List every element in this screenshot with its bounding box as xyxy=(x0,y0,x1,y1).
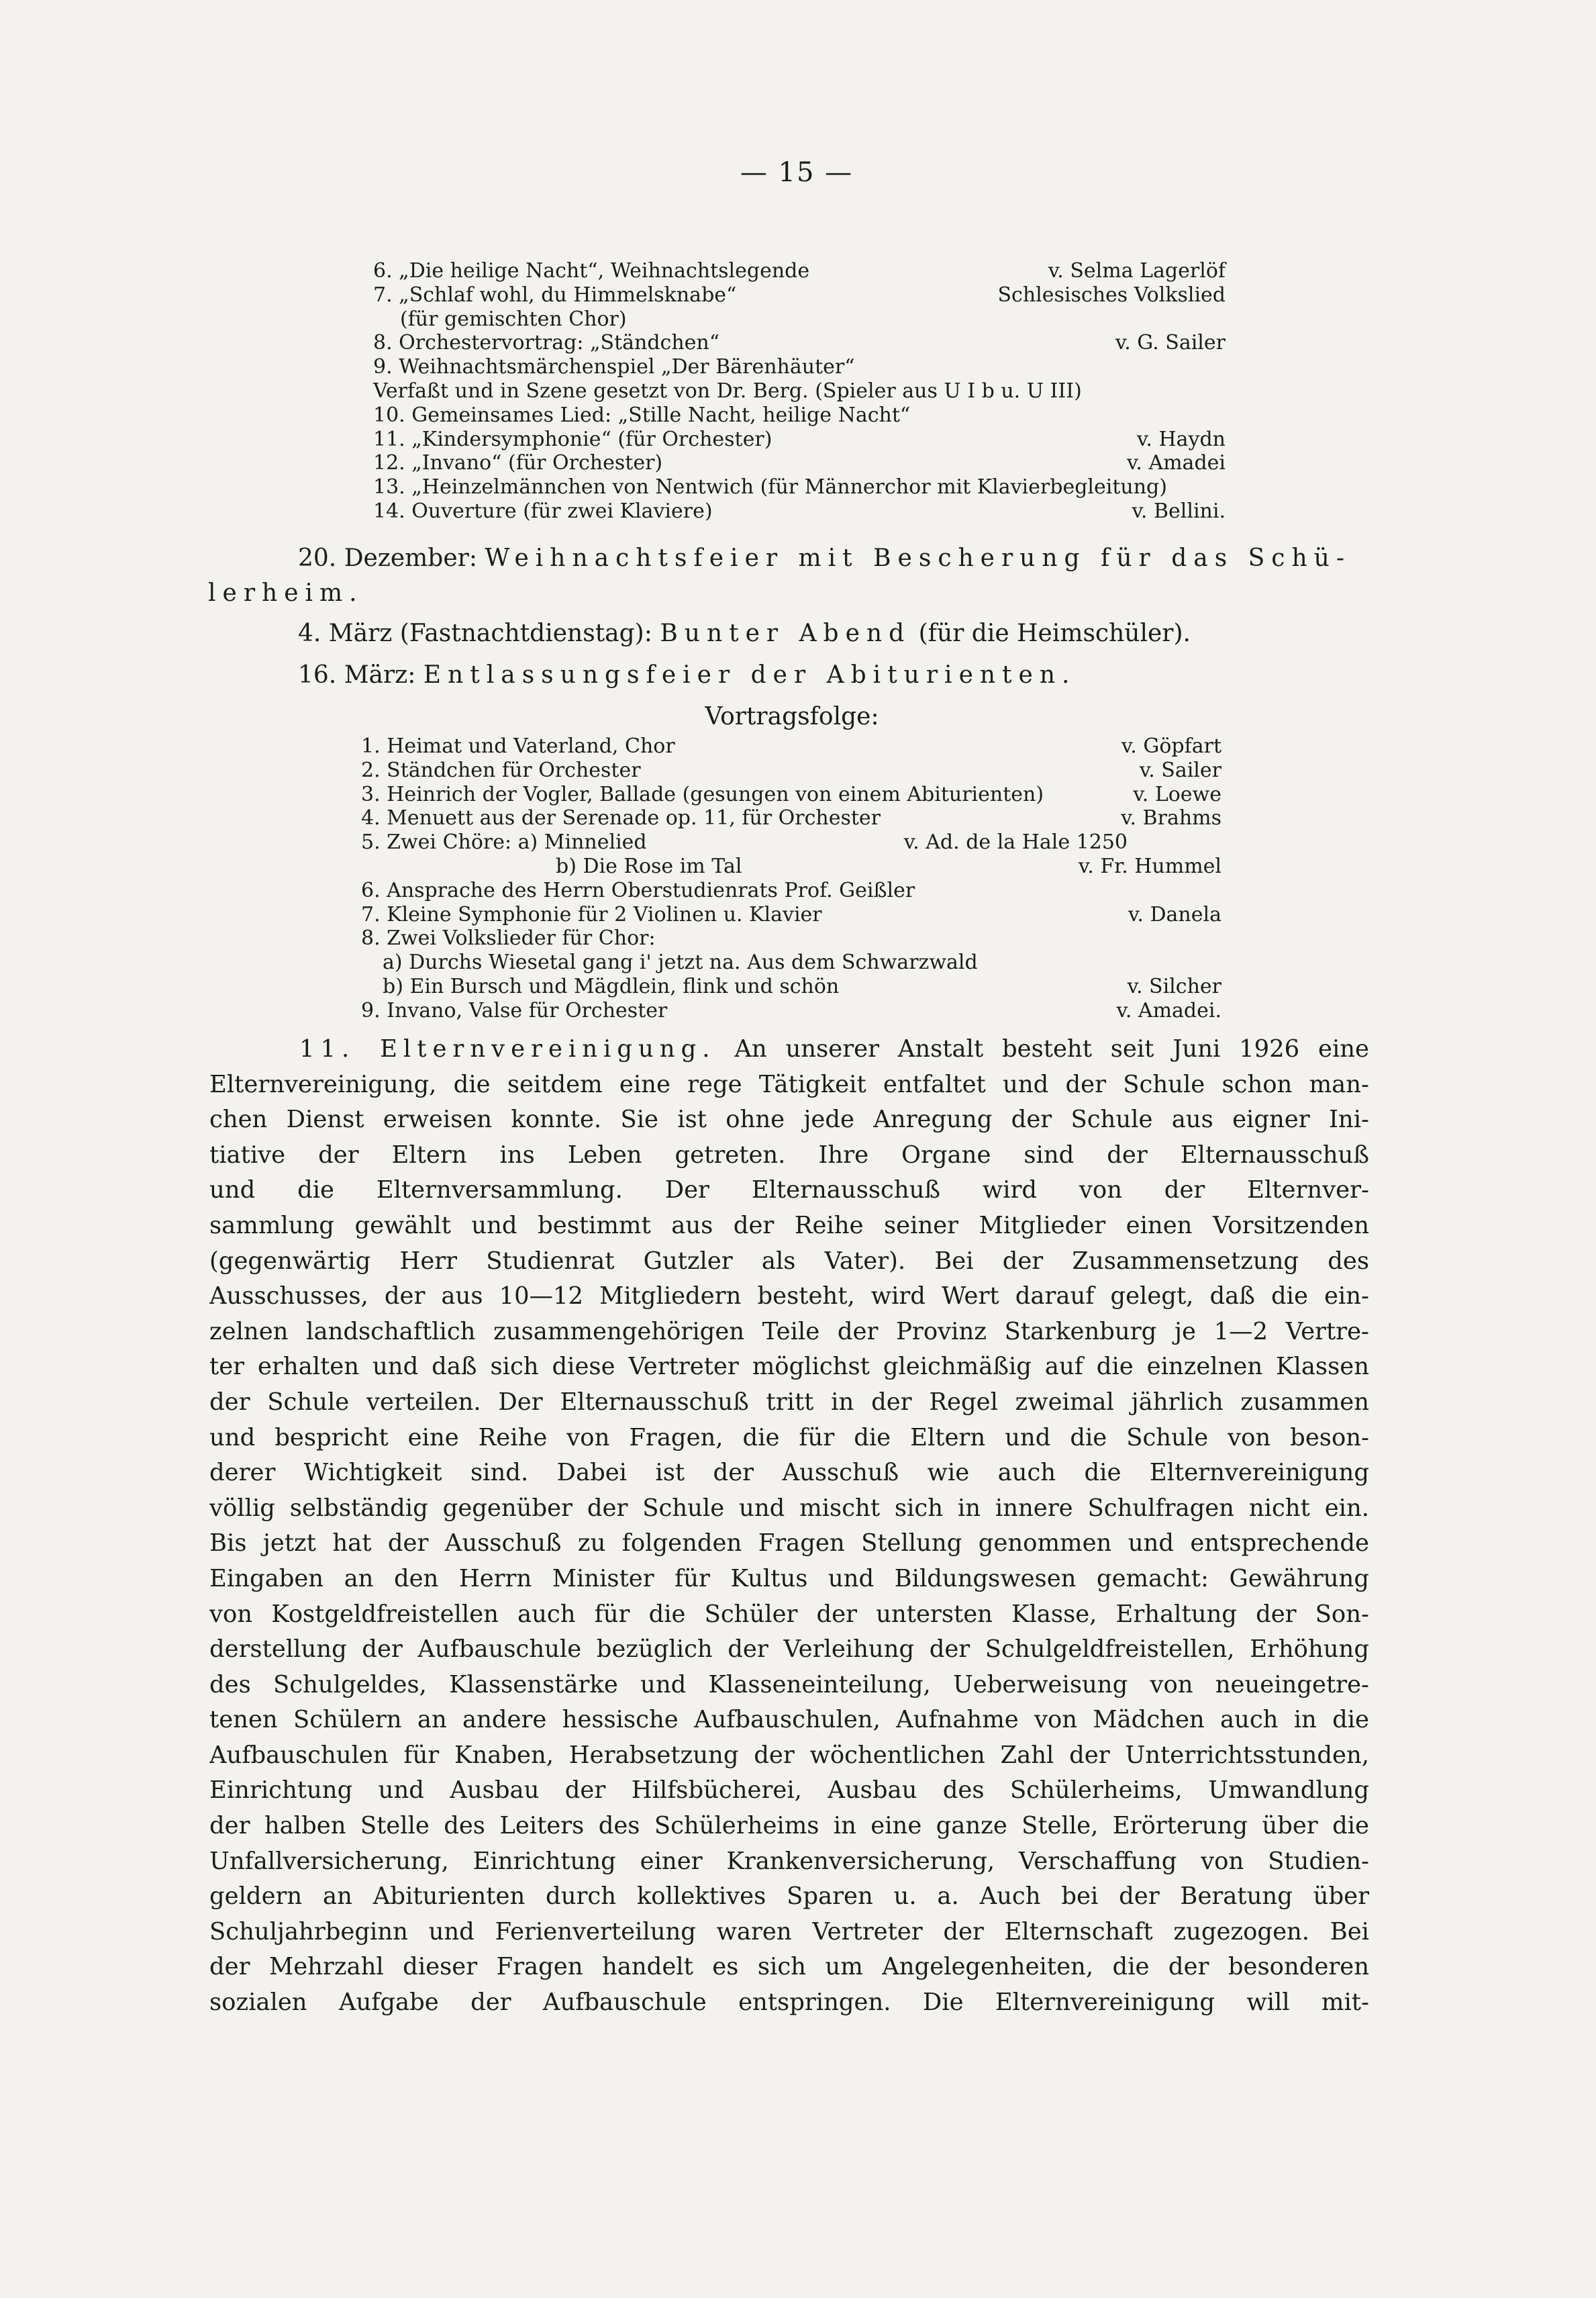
program-item: 6. Ansprache des Herrn Oberstudienrats Prof. Geißler xyxy=(361,878,915,902)
paragraph-line: Einrichtung und Ausbau der Hilfsbücherei, Ausbau des Schülerheims, Umwandlung xyxy=(209,1776,1369,1805)
paragraph-line: Ausschusses, der aus 10—12 Mitgliedern besteht, wird Wert darauf gelegt, daß die ein- xyxy=(209,1282,1369,1310)
event-december-cont: lerheim. xyxy=(208,579,364,607)
paragraph-line: und bespricht eine Reihe von Fragen, die für die Eltern und die Schule von beson- xyxy=(209,1423,1369,1451)
event-march4: 4. März (Fastnachtdienstag): Bunter Abend (für die Heimschüler). xyxy=(298,620,1191,647)
program-item: 9. Invano, Valse für Orchester v. Amadei. xyxy=(361,998,1221,1022)
page-number: — 15 — xyxy=(740,157,854,188)
paragraph-line: Eingaben an den Herrn Minister für Kultus und Bildungswesen gemacht: Gewährung xyxy=(209,1564,1369,1592)
paragraph-line: 11. Elternvereinigung. An unserer Anstalt besteht seit Juni 1926 eine xyxy=(299,1035,1369,1063)
paragraph-line: der halben Stelle des Leiters des Schülerheims in eine ganze Stelle, Erörterung über die xyxy=(209,1812,1369,1840)
program-item-note: Verfaßt und in Szene gesetzt von Dr. Berg. (Spieler aus U I b u. U III) xyxy=(373,379,1082,403)
paragraph-line: sozialen Aufgabe der Aufbauschule entspringen. Die Elternvereinigung will mit- xyxy=(209,1989,1369,2017)
paragraph-line: von Kostgeldfreistellen auch für die Schüler der untersten Klasse, Erhaltung der Son- xyxy=(209,1600,1369,1628)
paragraph-line: und die Elternversammlung. Der Elternausschuß wird von der Elternver- xyxy=(209,1176,1369,1204)
program-item: 10. Gemeinsames Lied: „Stille Nacht, heilige Nacht“ xyxy=(373,403,911,427)
paragraph-line: tenen Schülern an andere hessische Aufbauschulen, Aufnahme von Mädchen auch in die xyxy=(209,1706,1369,1734)
paragraph-line: derstellung der Aufbauschule bezüglich der Verleihung der Schulgeldfreistellen, Erhöhung xyxy=(209,1635,1369,1664)
program-item: 6. „Die heilige Nacht“, Weihnachtslegende v. Selma Lagerlöf xyxy=(373,259,1226,283)
program-item: 3. Heinrich der Vogler, Ballade (gesungen von einem Abiturienten) v. Loewe xyxy=(361,782,1221,806)
program-item: b) Die Rose im Tal v. Fr. Hummel xyxy=(556,854,1221,878)
program-item: 8. Orchestervortrag: „Ständchen“ v. G. Sailer xyxy=(373,331,1226,355)
paragraph-line: chen Dienst erweisen konnte. Sie ist ohne jede Anregung der Schule aus eigner Ini- xyxy=(209,1106,1369,1134)
program-item: 13. „Heinzelmännchen von Nentwich (für Männerchor mit Klavierbegleitung) xyxy=(373,475,1167,499)
vortragsfolge-heading: Vortragsfolge: xyxy=(705,703,879,730)
paragraph-line: der Mehrzahl dieser Fragen handelt es sich um Angelegenheiten, die der besonderen xyxy=(209,1953,1369,1981)
paragraph-line: Schuljahrbeginn und Ferienverteilung waren Vertreter der Elternschaft zugezogen. Bei xyxy=(209,1917,1369,1946)
program-item: 11. „Kindersymphonie“ (für Orchester) v. Haydn xyxy=(373,427,1226,451)
program-item: 14. Ouverture (für zwei Klaviere) v. Bellini. xyxy=(373,499,1226,523)
program-item: 12. „Invano“ (für Orchester) v. Amadei xyxy=(373,451,1226,475)
paragraph-line: Aufbauschulen für Knaben, Herabsetzung der wöchentlichen Zahl der Unterrichtsstunden, xyxy=(209,1741,1369,1769)
program-item: 5. Zwei Chöre: a) Minnelied v. Ad. de la Hale 1250 xyxy=(361,830,1128,855)
event-december: 20. Dezember: Weihnachtsfeier mit Bescherung für das Schü- xyxy=(298,544,1351,572)
program-item: 1. Heimat und Vaterland, Chor v. Göpfart xyxy=(361,734,1221,758)
christmas-program xyxy=(373,259,1226,524)
section-heading: 11. Elternvereinigung. xyxy=(299,1035,716,1063)
program-item: 2. Ständchen für Orchester v. Sailer xyxy=(361,758,1221,782)
paragraph-line: sammlung gewählt und bestimmt aus der Reihe seiner Mitglieder einen Vorsitzenden xyxy=(209,1211,1369,1239)
program-item: b) Ein Bursch und Mägdlein, flink und schön v. Silcher xyxy=(383,974,1221,998)
section-elternvereinigung xyxy=(209,1032,1369,2021)
paragraph-line: völlig selbständig gegenüber der Schule und mischt sich in innere Schulfragen nicht ein. xyxy=(209,1494,1369,1522)
paragraph-line: (gegenwärtig Herr Studienrat Gutzler als Vater). Bei der Zusammensetzung des xyxy=(209,1247,1369,1275)
paragraph-line: tiative der Eltern ins Leben getreten. Ihre Organe sind der Elternausschuß xyxy=(209,1141,1369,1169)
paragraph-line: ter erhalten und daß sich diese Vertreter möglichst gleichmäßig auf die einzelnen Klassen xyxy=(209,1353,1369,1381)
paragraph-line: Bis jetzt hat der Ausschuß zu folgenden Fragen Stellung genommen und entsprechende xyxy=(209,1529,1369,1558)
graduation-program xyxy=(361,734,1221,1023)
program-item: 7. Kleine Symphonie für 2 Violinen u. Klavier v. Danela xyxy=(361,902,1221,926)
program-item: 9. Weihnachtsmärchenspiel „Der Bärenhäuter“ xyxy=(373,355,855,379)
program-item-note: (für gemischten Chor) xyxy=(400,307,627,331)
paragraph-line: zelnen landschaftlich zusammengehörigen Teile der Provinz Starkenburg je 1—2 Vertre- xyxy=(209,1317,1369,1345)
paragraph-line: Unfallversicherung, Einrichtung einer Krankenversicherung, Verschaffung von Studien- xyxy=(209,1847,1369,1875)
program-item: 8. Zwei Volkslieder für Chor: xyxy=(361,926,656,951)
paragraph-line: Elternvereinigung, die seitdem eine rege Tätigkeit entfaltet und der Schule schon man- xyxy=(209,1070,1369,1098)
program-item: a) Durchs Wiesetal gang i' jetzt na. Aus dem Schwarzwald xyxy=(383,951,978,975)
paragraph-line: derer Wichtigkeit sind. Dabei ist der Ausschuß wie auch die Elternvereinigung xyxy=(209,1459,1369,1487)
program-item: 4. Menuett aus der Serenade op. 11, für Orchester v. Brahms xyxy=(361,806,1221,830)
event-march16: 16. März: Entlassungsfeier der Abiturienten. xyxy=(298,661,1077,689)
program-item: 7. „Schlaf wohl, du Himmelsknabe“ Schlesisches Volkslied xyxy=(373,283,1226,307)
paragraph-line: der Schule verteilen. Der Elternausschuß tritt in der Regel zweimal jährlich zusammen xyxy=(209,1388,1369,1416)
paragraph-line: des Schulgeldes, Klassenstärke und Klasseneinteilung, Ueberweisung von neueingetre- xyxy=(209,1670,1369,1698)
paragraph-line: geldern an Abiturienten durch kollektives Sparen u. a. Auch bei der Beratung über xyxy=(209,1882,1369,1911)
